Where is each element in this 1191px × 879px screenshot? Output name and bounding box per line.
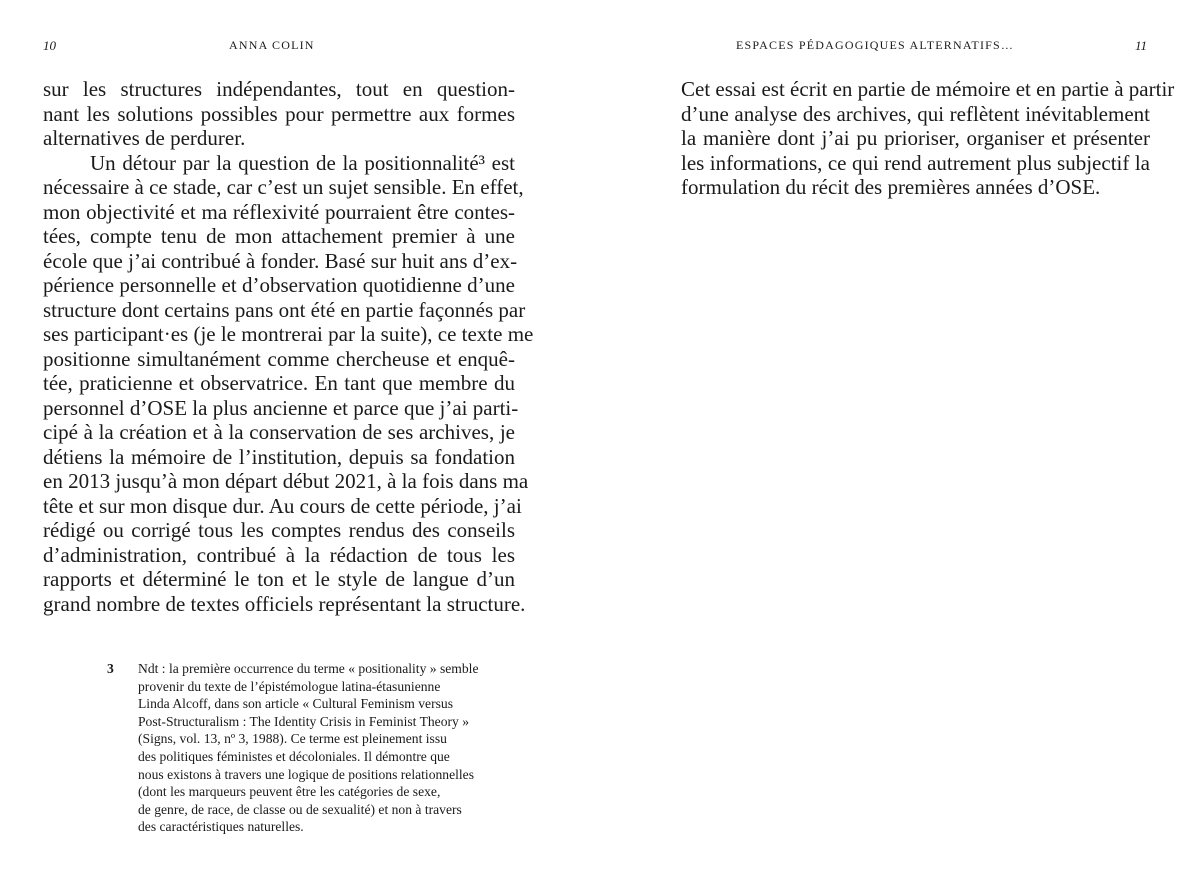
- text-line: tête et sur mon disque dur. Au cours de cette période, j’ai: [43, 493, 522, 518]
- text-line: rapports et déterminé le ton et le style de langue d’un: [43, 567, 515, 591]
- text-line: nécessaire à ce stade, car c’est un sujet sensible. En effet,: [43, 175, 524, 199]
- text-line: en 2013 jusqu’à mon départ début 2021, à la fois dans ma: [43, 469, 529, 493]
- footnote-text: [138, 660, 518, 836]
- body-text: [43, 77, 534, 616]
- footnote-line: Ndt : la première occurrence du terme « positionality » semble: [138, 661, 479, 676]
- footnote-line: Linda Alcoff, dans son article « Cultural Feminism versus: [138, 696, 453, 712]
- left-page: [0, 0, 595, 879]
- text-line: tées, compte tenu de mon attachement premier à une: [43, 224, 515, 248]
- footnote-line: des caractéristiques naturelles.: [138, 819, 304, 835]
- text-line: d’administration, contribué à la rédaction de tous les: [43, 542, 515, 567]
- footnote-line: (dont les marqueurs peuvent être les catégories de sexe,: [138, 784, 441, 800]
- running-head: ANNA COLIN: [229, 38, 315, 52]
- right-page: [595, 0, 1191, 879]
- text-line: ses participant·es (je le montrerai par la suite), ce texte me: [43, 322, 534, 346]
- page-number: 10: [43, 38, 56, 53]
- text-line: grand nombre de textes officiels représentant la structure.: [43, 591, 526, 616]
- footnote-number: 3: [107, 661, 114, 676]
- page-number: 11: [1135, 38, 1148, 53]
- footnote-line: des politiques féministes et décoloniales. Il démontre que: [138, 748, 450, 764]
- footnote-line: nous existons à travers une logique de positions relationnelles: [138, 766, 475, 782]
- body-text: [681, 77, 1175, 200]
- text-line: alternatives de perdurer.: [43, 126, 246, 150]
- text-line: nant les solutions possibles pour permettre aux formes: [43, 101, 515, 126]
- footnote-line: de genre, de race, de classe ou de sexualité) et non à travers: [138, 801, 462, 817]
- footnote-line: (Signs, vol. 13, nº 3, 1988). Ce terme est pleinement issu: [138, 731, 447, 747]
- text-line: la manière dont j’ai pu prioriser, organiser et présenter: [681, 126, 1150, 150]
- text-line: structure dont certains pans ont été en partie façonnés par: [43, 297, 526, 322]
- text-line: cipé à la création et à la conservation de ses archives, je: [43, 420, 515, 444]
- text-line: les informations, ce qui rend autrement plus subjectif la: [681, 150, 1150, 175]
- text-line: rédigé ou corrigé tous les comptes rendus des conseils: [43, 518, 515, 542]
- text-line: périence personnelle et d’observation quotidienne d’une: [43, 273, 515, 297]
- text-line: tée, praticienne et observatrice. En tant que membre du: [43, 371, 515, 395]
- text-line: formulation du récit des premières années d’OSE.: [681, 175, 1101, 199]
- text-line: Un détour par la question de la positionnalité³ est: [90, 150, 515, 175]
- text-line: mon objectivité et ma réflexivité pourraient être contes-: [43, 199, 515, 224]
- footnote-line: Post-Structuralism : The Identity Crisis in Feminist Theory »: [138, 713, 470, 729]
- text-line: positionne simultanément comme chercheuse et enquê-: [43, 346, 515, 371]
- running-head: ESPACES PÉDAGOGIQUES ALTERNATIFS…: [736, 38, 1015, 52]
- text-line: personnel d’OSE la plus ancienne et parce que j’ai parti-: [43, 395, 519, 420]
- text-line: école que j’ai contribué à fonder. Basé sur huit ans d’ex-: [43, 248, 518, 273]
- text-line: détiens la mémoire de l’institution, depuis sa fondation: [43, 444, 515, 469]
- text-line: Cet essai est écrit en partie de mémoire et en partie à partir: [681, 77, 1175, 101]
- text-line: d’une analyse des archives, qui reflètent inévitablement: [681, 101, 1150, 126]
- text-line: sur les structures indépendantes, tout en question-: [43, 77, 515, 101]
- footnote-line: provenir du texte de l’épistémologue latina-étasunienne: [138, 678, 441, 694]
